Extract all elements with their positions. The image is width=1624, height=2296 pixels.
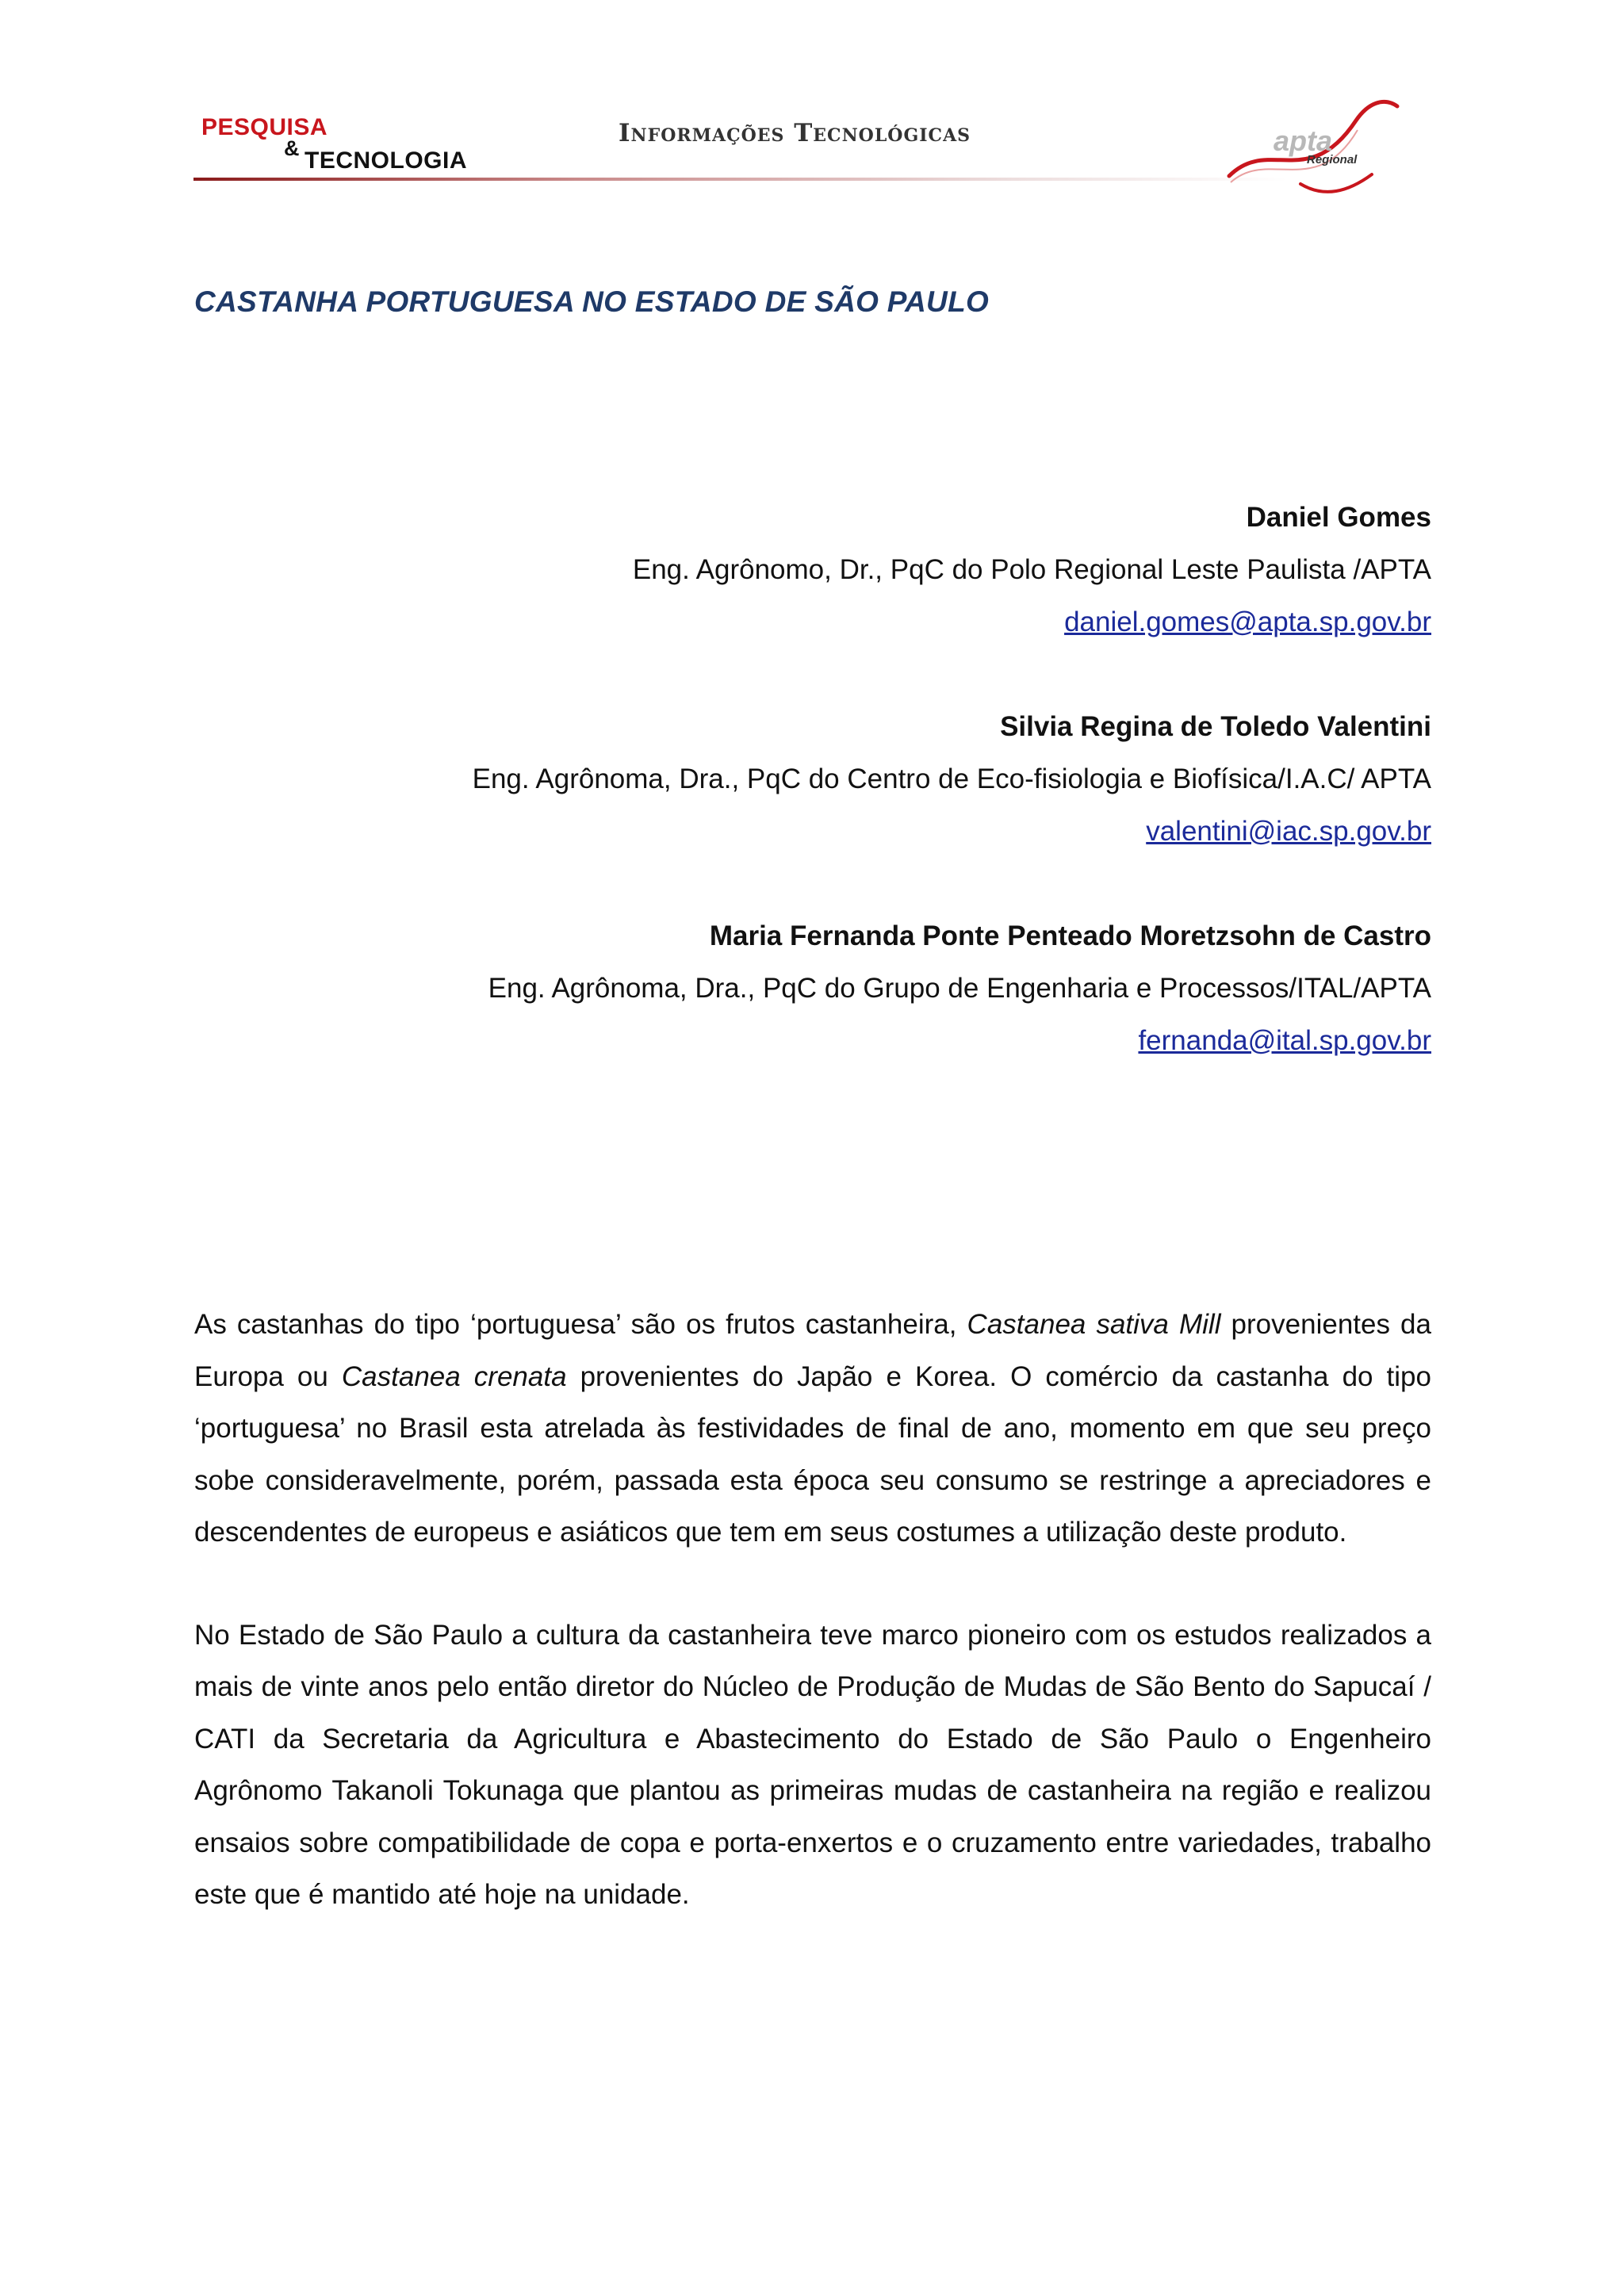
author-list bbox=[163, 492, 1431, 1119]
author-block bbox=[163, 492, 1431, 649]
author-block bbox=[163, 701, 1431, 858]
pesquisa-tecnologia-logo bbox=[201, 111, 503, 182]
author-affiliation: Eng. Agrônomo, Dr., PqC do Polo Regional Leste Paulista /APTA bbox=[632, 554, 1431, 585]
p1-text-a: As castanhas do tipo ‘portuguesa’ são os frutos castanheira, bbox=[194, 1309, 967, 1340]
header-title: Informações Tecnológicas bbox=[619, 119, 971, 147]
p1-text-b: provenientes da Europa ou bbox=[194, 1309, 1431, 1392]
p1-text-c: provenientes do Japão e Korea. O comércio da castanha do tipo ‘portuguesa’ no Brasil esta atrelada às festividades de final de ano, momento em que seu preço sobe consideravelmente, porém, passada esta época seu consumo se restringe a apreciadores e descendentes de europeus e asiáticos que tem em seus costumes a utilização deste produto. bbox=[194, 1360, 1431, 1548]
author-block bbox=[163, 910, 1431, 1067]
species-name-crenata: Castanea crenata bbox=[341, 1360, 567, 1392]
author-name: Maria Fernanda Ponte Penteado Moretzsohn de Castro bbox=[709, 920, 1431, 951]
author-email-link[interactable]: daniel.gomes@apta.sp.gov.br bbox=[1064, 607, 1431, 637]
body-paragraph-1 bbox=[194, 1299, 1431, 1559]
document-title: CASTANHA PORTUGUESA NO ESTADO DE SÃO PAULO bbox=[194, 285, 990, 318]
header-divider bbox=[193, 178, 1288, 181]
body-paragraph-2: No Estado de São Paulo a cultura da castanheira teve marco pioneiro com os estudos realizados a mais de vinte anos pelo então diretor do Núcleo de Produção de Mudas de São Bento do Sapucaí / CATI da Secretaria da Agricultura e Abastecimento do Estado de São Paulo o Engenheiro Agrônomo Takanoli Tokunaga que plantou as primeiras mudas de castanheira na região e realizou ensaios sobre compatibilidade de copa e porta-enxertos e o cruzamento entre variedades, trabalho este que é mantido até hoje na unidade. bbox=[194, 1619, 1431, 1910]
author-name: Daniel Gomes bbox=[1246, 502, 1431, 533]
author-name: Silvia Regina de Toledo Valentini bbox=[1000, 711, 1431, 742]
logo-line2: TECNOLOGIA bbox=[304, 147, 467, 174]
species-name-sativa: Castanea sativa Mill bbox=[967, 1309, 1221, 1340]
apta-regional-logo bbox=[1221, 89, 1404, 200]
body-text bbox=[194, 1299, 1431, 1972]
logo-line1: PESQUISA bbox=[201, 114, 328, 140]
logo-ampersand: & bbox=[284, 136, 300, 160]
author-email-link[interactable]: valentini@iac.sp.gov.br bbox=[1146, 816, 1431, 847]
author-affiliation: Eng. Agrônoma, Dra., PqC do Grupo de Engenharia e Processos/ITAL/APTA bbox=[488, 973, 1431, 1004]
apta-logo-text: apta bbox=[1274, 124, 1333, 157]
author-affiliation: Eng. Agrônoma, Dra., PqC do Centro de Eco-fisiologia e Biofísica/I.A.C/ APTA bbox=[472, 763, 1431, 794]
author-email-link[interactable]: fernanda@ital.sp.gov.br bbox=[1138, 1025, 1431, 1056]
apta-logo-subtext: Regional bbox=[1307, 153, 1358, 166]
